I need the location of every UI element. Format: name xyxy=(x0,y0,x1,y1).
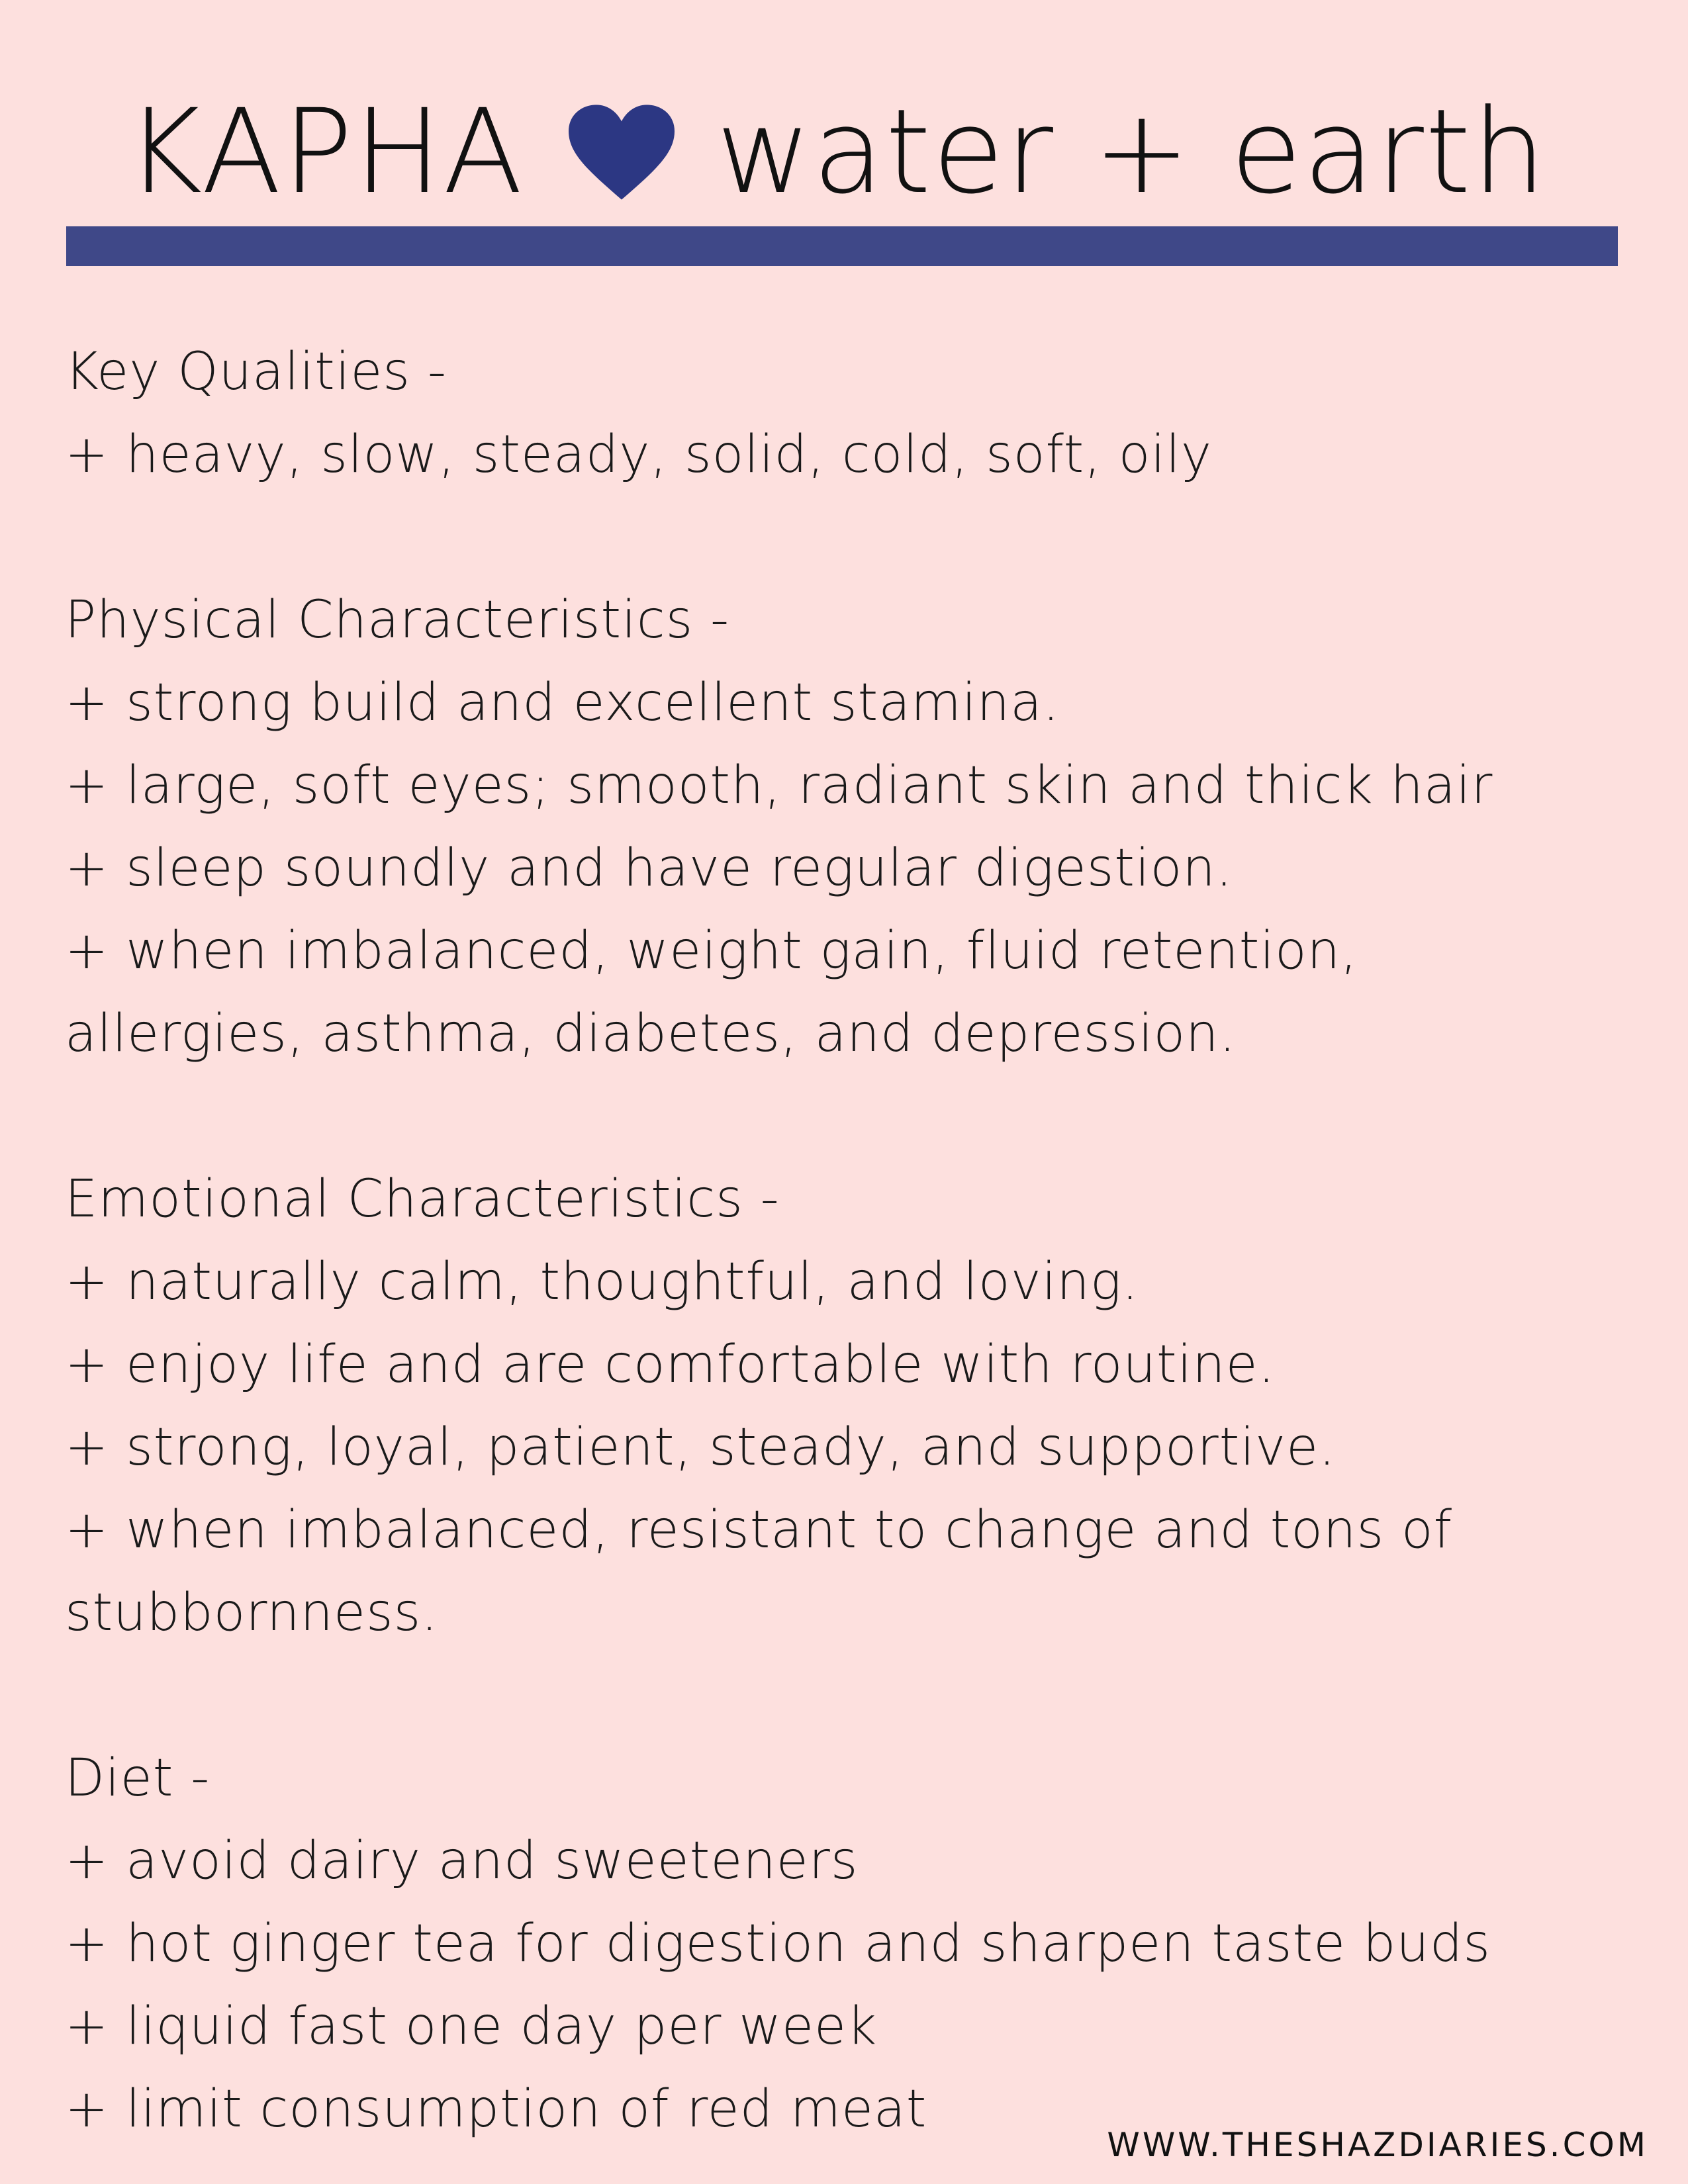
section-physical-characteristics xyxy=(65,579,1627,1075)
section-key-qualities xyxy=(65,331,1627,496)
heart-icon xyxy=(565,103,678,202)
list-item: + strong build and excellent stamina. xyxy=(65,673,1060,733)
content xyxy=(65,331,1627,2151)
list-item: + hot ginger tea for digestion and sharpen taste buds xyxy=(65,1914,1491,1974)
list-item: + enjoy life and are comfortable with routine. xyxy=(65,1335,1276,1394)
list-item: + avoid dairy and sweeteners xyxy=(65,1831,859,1891)
title-elements: water + earth xyxy=(716,84,1548,220)
section-heading: Physical Characteristics - xyxy=(65,590,730,650)
list-item: + sleep soundly and have regular digestion. xyxy=(65,839,1233,898)
section-diet xyxy=(65,1737,1627,2151)
list-item: + when imbalanced, weight gain, fluid retention, xyxy=(65,921,1358,981)
list-item: + large, soft eyes; smooth, radiant skin and thick hair xyxy=(65,756,1493,815)
list-item: + liquid fast one day per week xyxy=(65,1997,878,2056)
page-title xyxy=(126,79,1547,225)
list-item: + heavy, slow, steady, solid, cold, soft, oily xyxy=(65,425,1212,484)
section-heading: Emotional Characteristics - xyxy=(65,1169,780,1229)
title-divider xyxy=(66,226,1618,266)
title-kapha: KAPHA xyxy=(126,84,524,220)
list-item: allergies, asthma, diabetes, and depression. xyxy=(65,1004,1237,1064)
section-heading: Key Qualities - xyxy=(65,342,447,402)
footer-website: WWW.THESHAZDIARIES.COM xyxy=(1107,2126,1648,2164)
list-item: stubbornness. xyxy=(65,1583,439,1643)
list-item: + naturally calm, thoughtful, and loving. xyxy=(65,1252,1139,1312)
section-heading: Diet - xyxy=(65,1749,211,1808)
list-item: + when imbalanced, resistant to change and tons of xyxy=(65,1500,1453,1560)
list-item: + strong, loyal, patient, steady, and supportive. xyxy=(65,1418,1336,1477)
list-item: + limit consumption of red meat xyxy=(65,2079,927,2139)
section-emotional-characteristics xyxy=(65,1158,1627,1655)
